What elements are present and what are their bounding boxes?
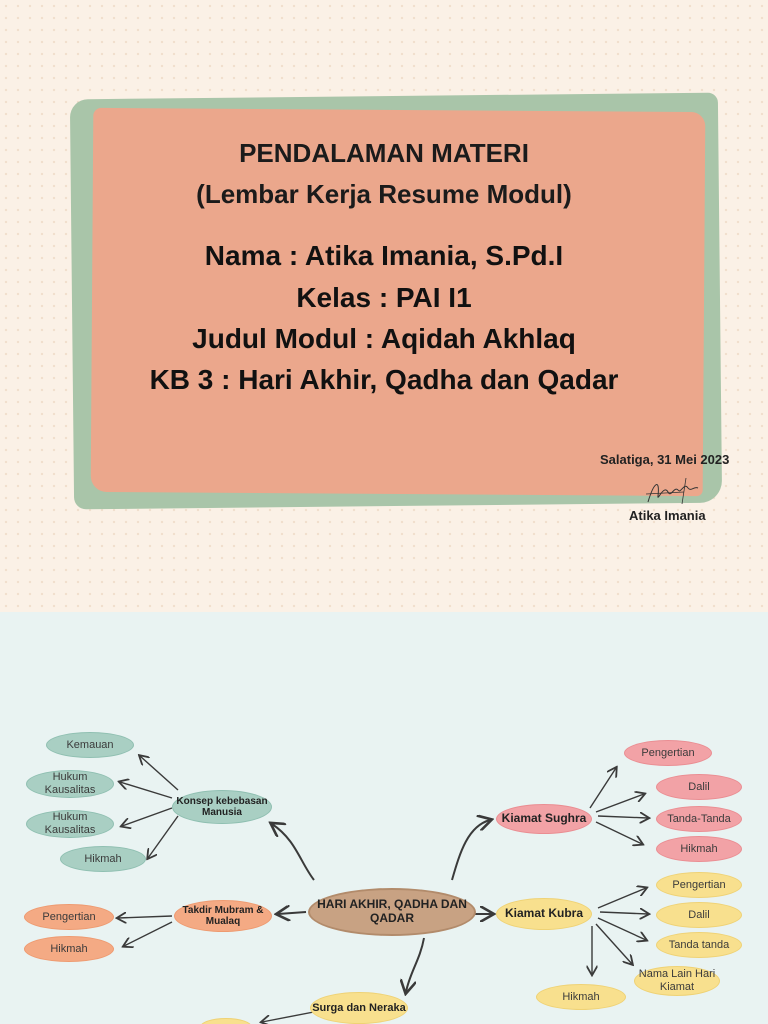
kubra-child-dalil: Dalil xyxy=(656,902,742,928)
konsep-child-kemauan: Kemauan xyxy=(46,732,134,758)
kubra-node: Kiamat Kubra xyxy=(496,898,592,930)
konsep-node: Konsep kebebasan Manusia xyxy=(172,790,272,824)
konsep-child-hikmah: Hikmah xyxy=(60,846,146,872)
kubra-child-nama-lain: Nama Lain Hari Kiamat xyxy=(634,966,720,996)
kelas-line: Kelas : PAI I1 xyxy=(296,282,472,313)
konsep-child-kausalitas-2: Hukum Kausalitas xyxy=(26,810,114,838)
konsep-child-kausalitas-1: Hukum Kausalitas xyxy=(26,770,114,798)
center-node: HARI AKHIR, QADHA DAN QADAR xyxy=(308,888,476,936)
surga-node: Surga dan Neraka xyxy=(310,992,408,1024)
takdir-child-hikmah: Hikmah xyxy=(24,936,114,962)
kubra-child-tanda: Tanda tanda xyxy=(656,932,742,958)
signature-image xyxy=(644,474,700,508)
signature-name: Atika Imania xyxy=(629,508,706,523)
sughra-child-tanda: Tanda-Tanda xyxy=(656,806,742,832)
judul-line: Judul Modul : Aqidah Akhlaq xyxy=(192,323,576,354)
sughra-child-hikmah: Hikmah xyxy=(656,836,742,862)
title-line2: (Lembar Kerja Resume Modul) xyxy=(196,179,572,209)
kubra-child-pengertian: Pengertian xyxy=(656,872,742,898)
mindmap-section xyxy=(0,612,768,1024)
sughra-child-pengertian: Pengertian xyxy=(624,740,712,766)
date-text: Salatiga, 31 Mei 2023 xyxy=(600,452,730,467)
takdir-child-pengertian: Pengertian xyxy=(24,904,114,930)
sughra-child-dalil: Dalil xyxy=(656,774,742,800)
kb-line: KB 3 : Hari Akhir, Qadha dan Qadar xyxy=(149,364,619,395)
sughra-node: Kiamat Sughra xyxy=(496,804,592,834)
takdir-node: Takdir Mubram & Mualaq xyxy=(174,900,272,932)
title-line1: PENDALAMAN MATERI xyxy=(239,138,529,168)
nama-line: Nama : Atika Imania, S.Pd.I xyxy=(204,240,564,271)
kubra-child-hikmah: Hikmah xyxy=(536,984,626,1010)
mindmap-connectors xyxy=(0,612,768,1024)
